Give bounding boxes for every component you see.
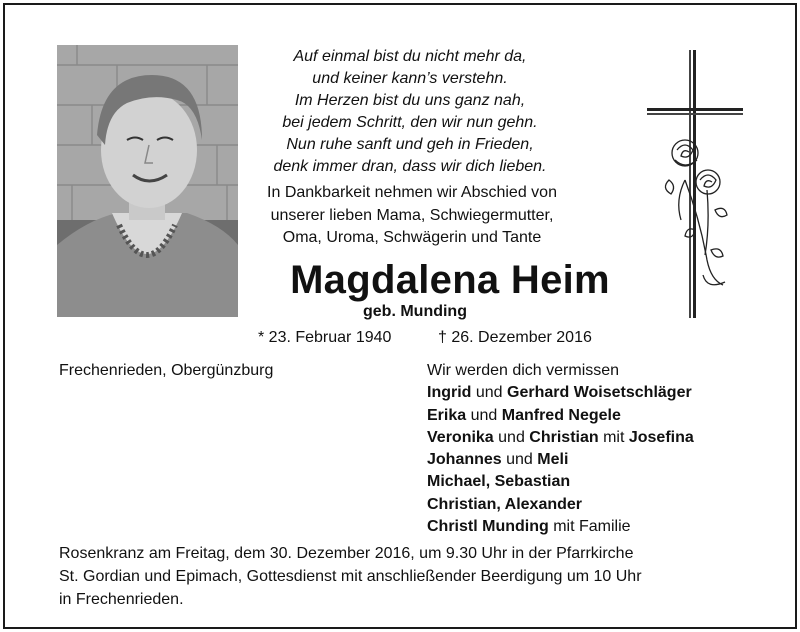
mourners-list	[427, 360, 694, 538]
poem-line: Im Herzen bist du uns ganz nah,	[294, 92, 526, 109]
mourner-line: Veronika und Christian mit Josefina	[427, 428, 694, 446]
poem-line: denk immer dran, dass wir dich lieben.	[273, 158, 547, 175]
service-line: in Frechenrieden.	[59, 591, 184, 608]
cross-with-roses-icon	[645, 50, 745, 320]
farewell-intro	[256, 182, 568, 250]
mourner-line: Erika und Manfred Negele	[427, 406, 621, 424]
birth-date: * 23. Februar 1940	[258, 329, 392, 346]
deceased-name: Magdalena Heim	[290, 258, 610, 302]
maiden-name: geb. Munding	[363, 303, 467, 320]
service-line: St. Gordian und Epimach, Gottesdienst mit anschließender Beerdigung um 10 Uhr	[59, 568, 642, 585]
mourner-line: Ingrid und Gerhard Woisetschläger	[427, 384, 692, 402]
mourner-line: Christian, Alexander	[427, 495, 583, 513]
poem-line: Nun ruhe sanft und geh in Frieden,	[286, 136, 534, 153]
service-info	[59, 542, 749, 611]
portrait-photo	[57, 45, 238, 317]
mourner-line: Michael, Sebastian	[427, 473, 571, 491]
death-date: † 26. Dezember 2016	[438, 329, 592, 346]
intro-line: Oma, Uroma, Schwägerin und Tante	[282, 229, 542, 246]
poem-line: Auf einmal bist du nicht mehr da,	[293, 48, 527, 65]
mourners-heading: Wir werden dich vermissen	[427, 362, 620, 379]
mourner-line: Johannes und Meli	[427, 451, 569, 469]
intro-line: In Dankbarkeit nehmen wir Abschied von	[267, 184, 557, 201]
intro-line: unserer lieben Mama, Schwiegermutter,	[270, 206, 554, 224]
poem-line: und keiner kann’s verstehn.	[312, 70, 508, 87]
location: Frechenrieden, Obergünzburg	[59, 362, 274, 379]
service-line: Rosenkranz am Freitag, dem 30. Dezember 2016, um 9.30 Uhr in der Pfarrkirche	[59, 545, 634, 562]
mourner-line: Christl Munding mit Familie	[427, 518, 631, 536]
poem-line: bei jedem Schritt, den wir nun gehn.	[282, 114, 538, 131]
poem	[260, 46, 560, 178]
